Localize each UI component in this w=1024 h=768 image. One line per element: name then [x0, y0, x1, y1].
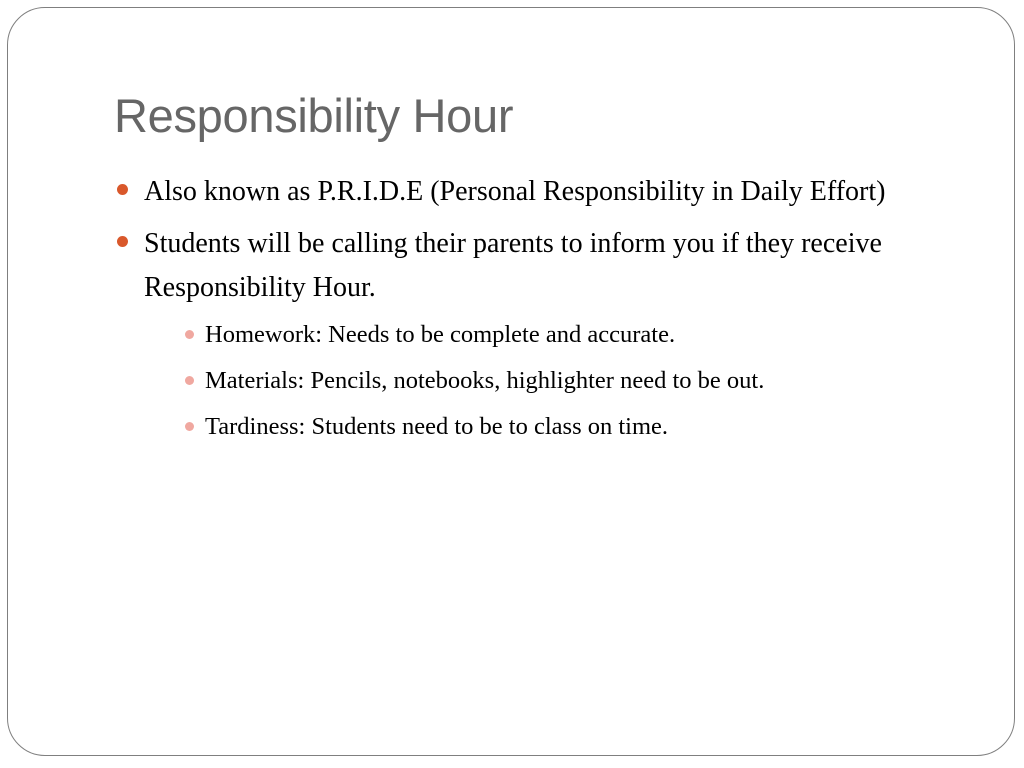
bullet-dot-icon [117, 236, 128, 247]
sub-bullet-dot-icon [185, 376, 194, 385]
bullet-text: Students will be calling their parents to inform you if they receive Responsibility Hour. [144, 228, 882, 303]
sub-bullet-dot-icon [185, 422, 194, 431]
sub-bullet-materials [174, 358, 934, 404]
bullet-dot-icon [117, 184, 128, 195]
sub-bullet-homework [174, 312, 934, 358]
sub-bullet-list [174, 312, 934, 450]
sub-bullet-text: Materials: Pencils, notebooks, highlighter need to be out. [205, 367, 765, 394]
bullet-text: Also known as P.R.I.D.E (Personal Responsibility in Daily Effort) [144, 176, 886, 207]
sub-bullet-text: Homework: Needs to be complete and accurate. [205, 321, 676, 348]
slide-title: Responsibility Hour [114, 89, 514, 142]
sub-bullet-tardiness [174, 404, 934, 450]
sub-bullet-text: Tardiness: Students need to be to class on time. [205, 413, 669, 440]
bullet-item-pride [114, 170, 934, 214]
bullet-item-parents-call [114, 222, 934, 450]
sub-bullet-dot-icon [185, 330, 194, 339]
bullet-list [114, 170, 934, 458]
